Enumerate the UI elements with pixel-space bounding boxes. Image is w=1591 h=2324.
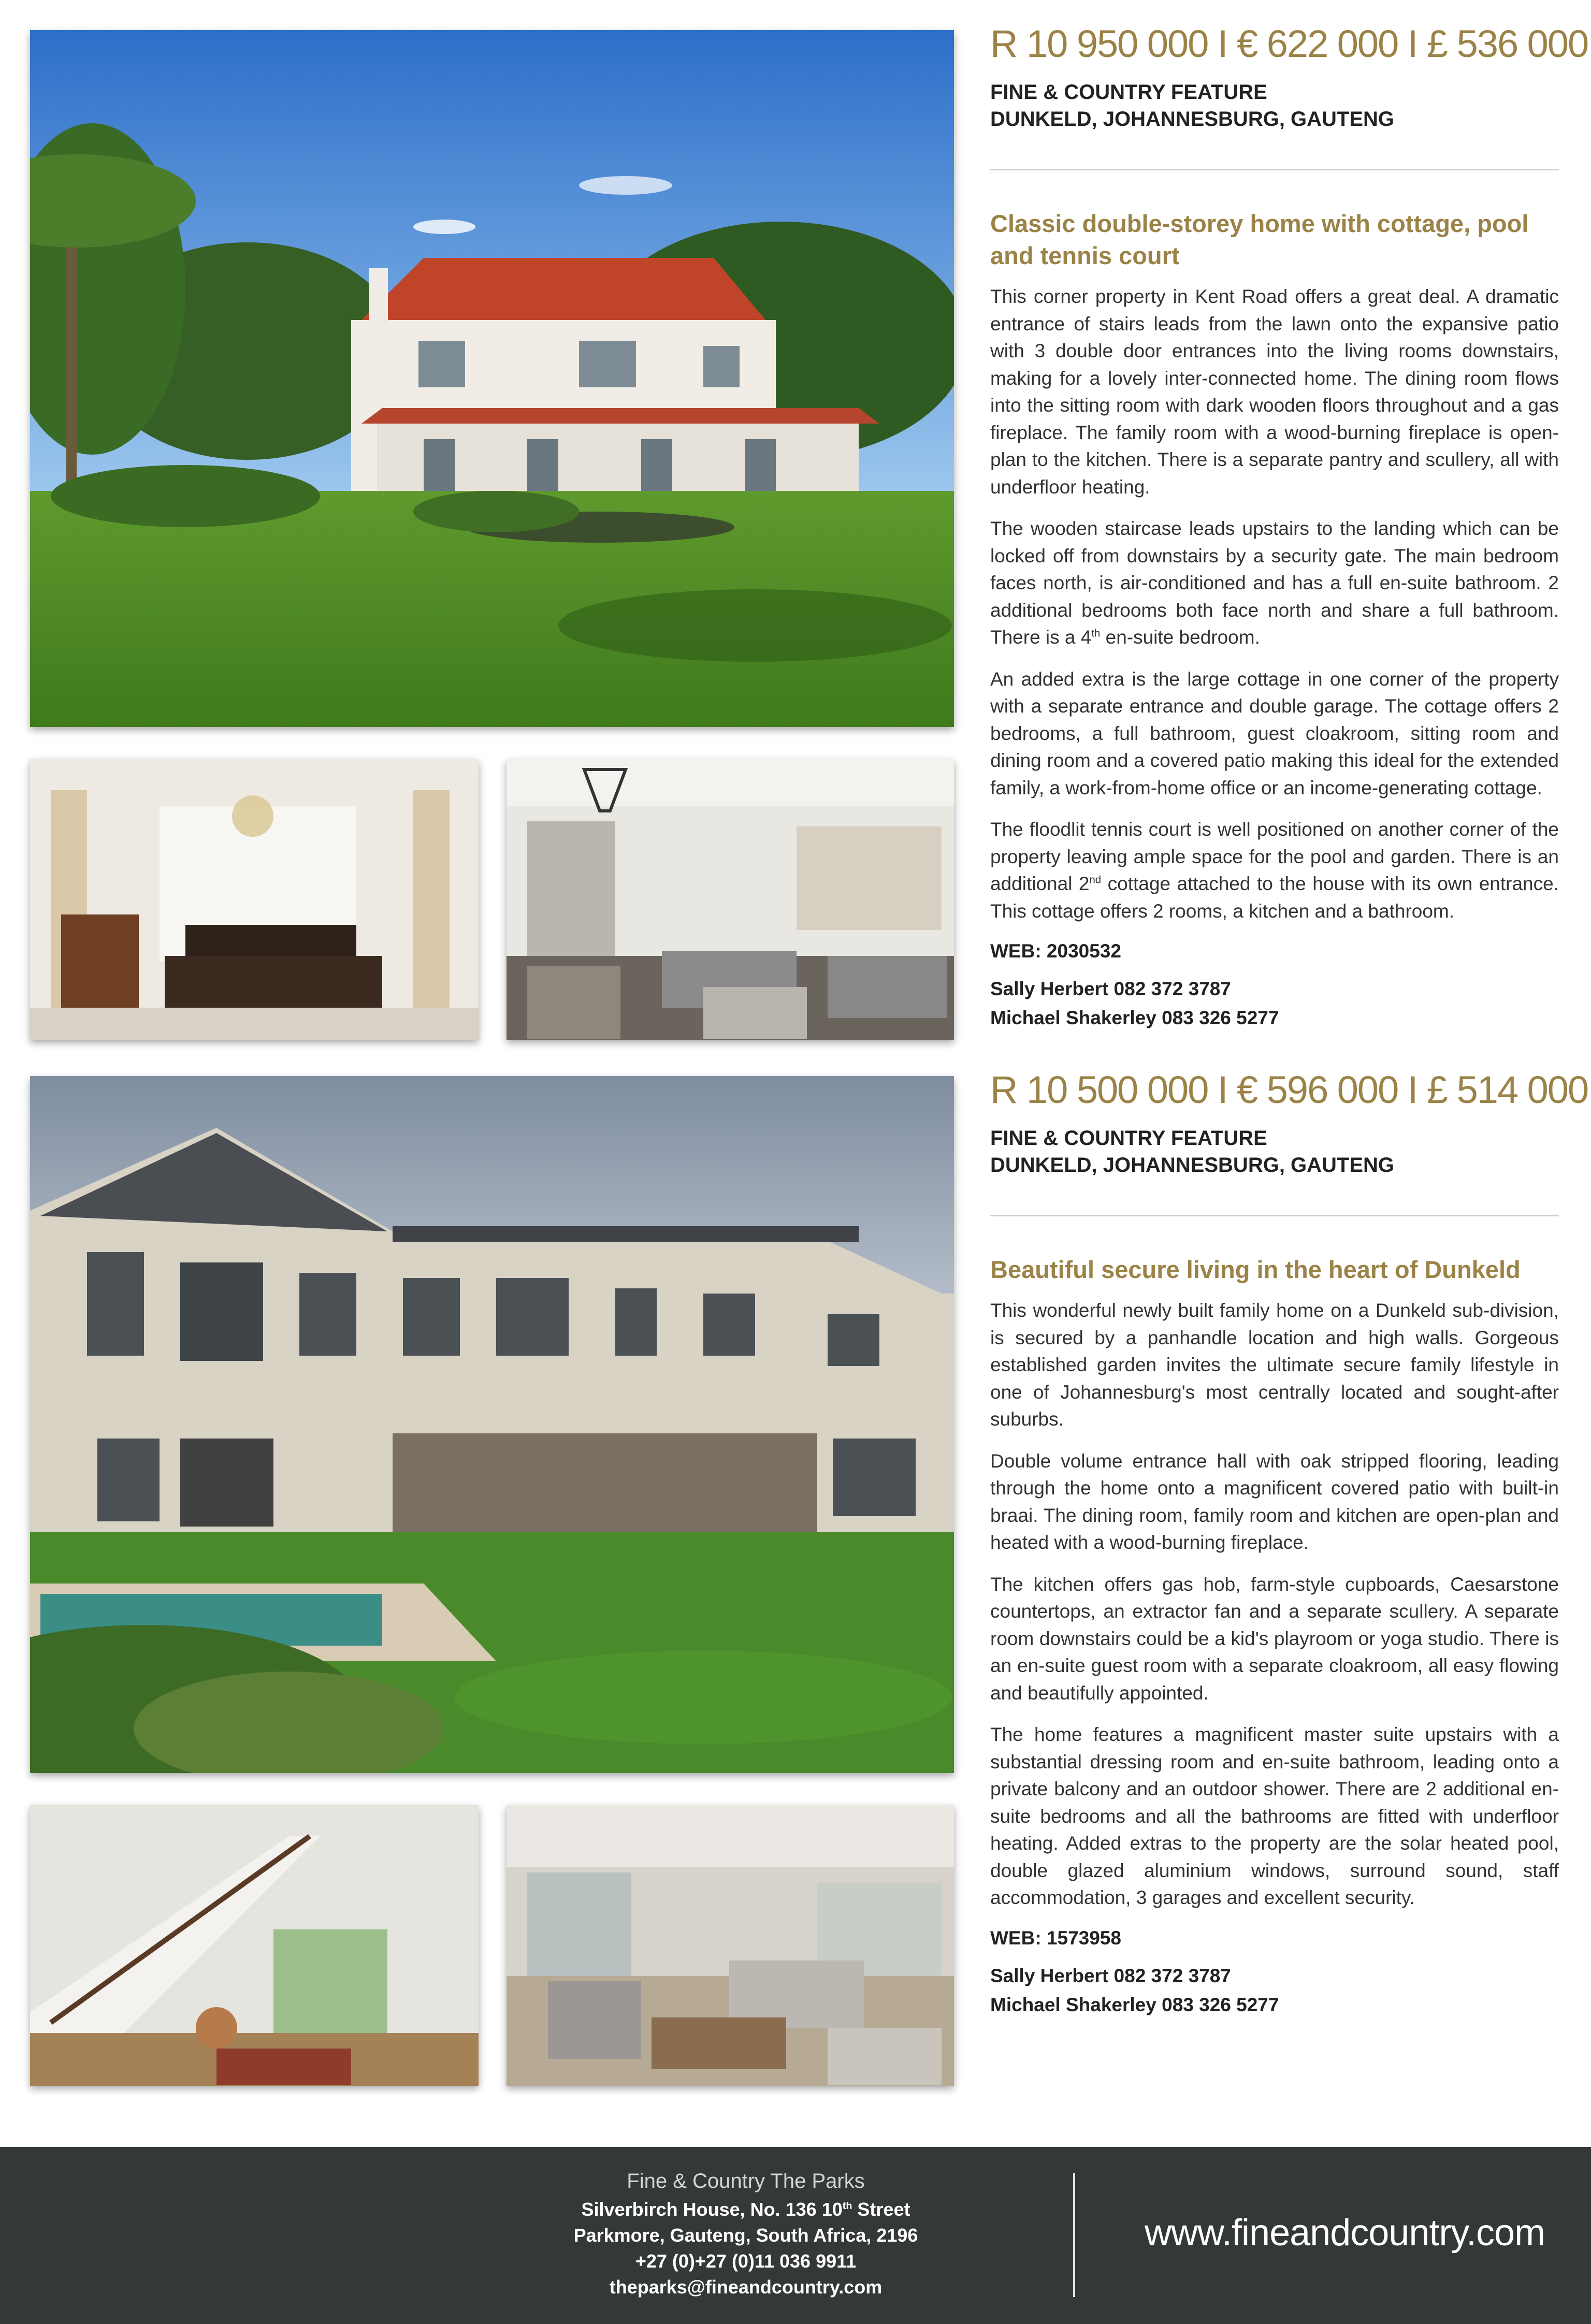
listing-2-price: R 10 500 000 I € 596 000 I £ 514 000 xyxy=(990,1068,1588,1111)
listing-2-paragraph-4: The home features a magnificent master suite upstairs with a substantial dressing room and en-suite bathroom, leading onto a private balcony and an outdoor shower. There are 2 additional en-suite bedrooms and all the bathrooms are fitted with underfloor heating. Added extras to the property are the solar heated pool, double glazed aluminium windows, surround sound, staff accommodation, 3 garages and excellent security. xyxy=(990,1724,1559,1908)
listing-1-heading: Classic double-storey home with cottage, pool and tennis court xyxy=(990,210,1529,269)
listing-1-details xyxy=(990,22,1588,1033)
footer xyxy=(0,2147,1591,2324)
listing-1-divider xyxy=(990,169,1559,170)
listing-1-feature-label xyxy=(990,79,1559,133)
photo-house2-exterior xyxy=(30,1076,954,1773)
office-email-link[interactable]: theparks@fineandcountry.com xyxy=(609,2276,883,2298)
listing-2-details xyxy=(990,1068,1588,2020)
photo-house1-dining-room xyxy=(30,759,479,1040)
listing-2-agents xyxy=(990,1962,1559,2020)
listing-2-agent-2: Michael Shakerley 083 326 5277 xyxy=(990,1994,1279,2015)
office-contact xyxy=(539,2166,953,2300)
listing-2-feature: FINE & COUNTRY FEATURE xyxy=(990,1127,1267,1150)
office-address-line-2: Parkmore, Gauteng, South Africa, 2196 xyxy=(573,2225,918,2246)
office-name: Fine & Country The Parks xyxy=(627,2170,865,2192)
listing-2-paragraph-3: The kitchen offers gas hob, farm-style cupboards, Caesarstone countertops, an extractor fan and a separate scullery. A separate room downstairs could be a kid's playroom or yoga studio. There is an en-suite guest room with a separate cloakroom, all easy flowing and beautifully appointed. xyxy=(990,1573,1559,1704)
listing-2-heading: Beautiful secure living in the heart of Dunkeld xyxy=(990,1256,1521,1283)
listing-1-location: DUNKELD, JOHANNESBURG, GAUTENG xyxy=(990,108,1395,130)
listing-2-location: DUNKELD, JOHANNESBURG, GAUTENG xyxy=(990,1154,1395,1176)
photo-house2-living-room xyxy=(507,1805,954,2086)
office-phone: +27 (0)+27 (0)11 036 9911 xyxy=(635,2250,857,2272)
listing-1-price: R 10 950 000 I € 622 000 I £ 536 000 xyxy=(990,22,1588,65)
listing-2-agent-1: Sally Herbert 082 372 3787 xyxy=(990,1965,1231,1986)
photo-house1-living-room xyxy=(507,759,954,1040)
listing-2-web-reference: WEB: 1573958 xyxy=(990,1927,1121,1949)
listing-1-paragraph-2: The wooden staircase leads upstairs to the landing which can be locked off from downstairs by a security gate. The main bedroom faces north, is air-conditioned and has a full en-suite bathroom. 2 additional bedrooms both face north and share a full bathroom. There is a 4th en-suite bedroom. xyxy=(990,518,1559,648)
photo-house2-staircase xyxy=(30,1805,479,2086)
office-address-line-1: Silverbirch House, No. 136 10th Street xyxy=(581,2199,910,2220)
listing-1-agent-2: Michael Shakerley 083 326 5277 xyxy=(990,1007,1279,1028)
listing-1-agents xyxy=(990,975,1559,1033)
listing-1-paragraph-4: The floodlit tennis court is well positioned on another corner of the property leaving ample space for the pool and garden. There is an additional 2nd cottage attached to the house with its own entrance. This cottage offers 2 rooms, a kitchen and a bathroom. xyxy=(990,819,1559,922)
listing-2-paragraph-2: Double volume entrance hall with oak stripped flooring, leading through the home onto a magnificent covered patio with built-in braai. The dining room, family room and kitchen are open-plan and heated with a wood-burning fireplace. xyxy=(990,1450,1559,1553)
website-link[interactable]: www.fineandcountry.com xyxy=(1145,2212,1545,2254)
listing-2-feature-label xyxy=(990,1125,1559,1179)
listing-1-feature: FINE & COUNTRY FEATURE xyxy=(990,81,1267,104)
listing-1-paragraph-1: This corner property in Kent Road offers a great deal. A dramatic entrance of stairs leads from the lawn onto the expansive patio with 3 double door entrances into the living rooms downstairs, making for a lovely inter-connected home. The dining room flows into the sitting room with dark wooden floors throughout and a gas fireplace. The family room with a wood-burning fireplace is open-plan to the kitchen. There is a separate pantry and scullery, all with underfloor heating. xyxy=(990,286,1559,498)
listing-1-agent-1: Sally Herbert 082 372 3787 xyxy=(990,978,1231,999)
listing-1-paragraph-3: An added extra is the large cottage in one corner of the property with a separate entrance and double garage. The cottage offers 2 bedrooms, a full bathroom, guest cloakroom, sitting room and dining room and a covered patio making this ideal for the extended family, a work-from-home office or an income-generating cottage. xyxy=(990,668,1559,798)
listing-2-divider xyxy=(990,1215,1559,1216)
listing-2-paragraph-1: This wonderful newly built family home on a Dunkeld sub-division, is secured by a panhandle location and high walls. Gorgeous established garden invites the ultimate secure family lifestyle in one of Johannesburg's most centrally located and sought-after suburbs. xyxy=(990,1300,1559,1430)
footer-divider xyxy=(1073,2173,1075,2297)
listing-1-web-reference: WEB: 2030532 xyxy=(990,940,1121,962)
photo-house1-exterior xyxy=(30,30,954,727)
